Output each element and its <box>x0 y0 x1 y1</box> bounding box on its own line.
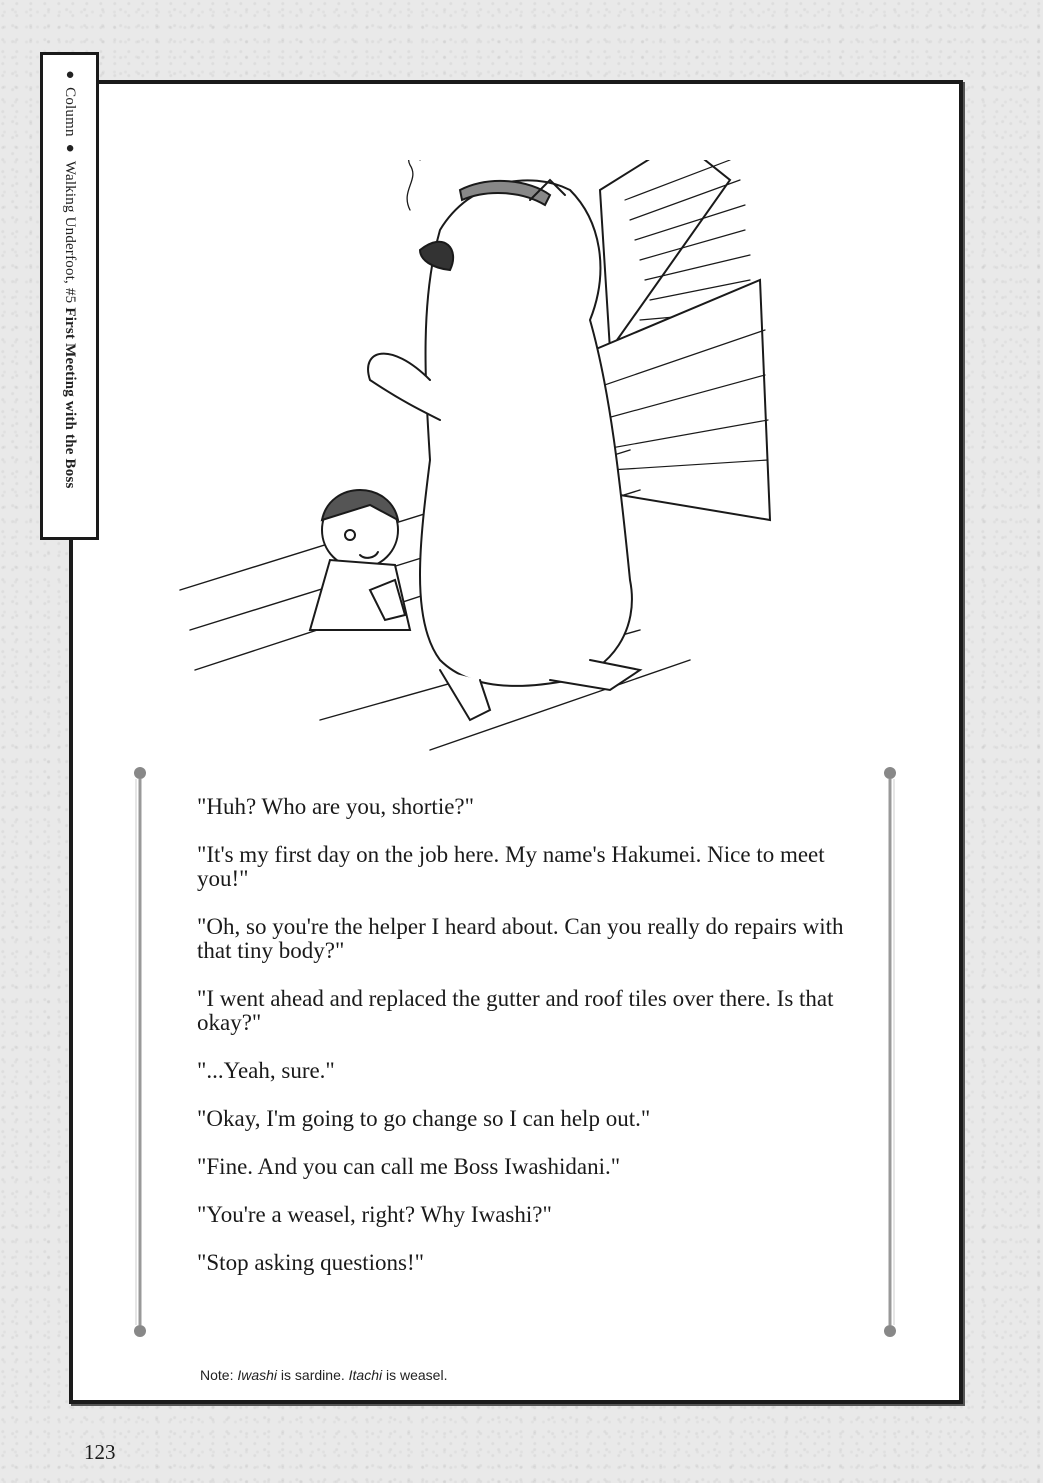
series-label: Walking Underfoot, #5 <box>62 160 78 304</box>
dialogue-line: "Huh? Who are you, shortie?" <box>197 794 475 819</box>
column-header-text <box>61 67 78 489</box>
page-number: 123 <box>84 1440 116 1464</box>
dialogue-text <box>197 795 857 1299</box>
dialogue-line: "Fine. And you can call me Boss Iwashidani." <box>197 1154 621 1179</box>
dialogue-line: "Okay, I'm going to go change so I can help out." <box>197 1106 651 1131</box>
dialogue-line: "...Yeah, sure." <box>197 1058 335 1083</box>
note-prefix: Note: <box>200 1367 238 1383</box>
translation-note <box>200 1367 447 1383</box>
left-bracket-ornament <box>130 765 150 1340</box>
note-term: Iwashi <box>237 1367 278 1383</box>
weasel-and-hakumei-illustration <box>170 160 800 760</box>
bullet-icon: ● <box>62 67 78 84</box>
dialogue-line: "It's my first day on the job here. My name's Hakumei. Nice to meet you!" <box>197 842 825 891</box>
column-header-tab <box>40 52 99 540</box>
note-term: Itachi <box>348 1367 383 1383</box>
dialogue-line: "Stop asking questions!" <box>197 1250 425 1275</box>
column-label: Column <box>62 87 78 137</box>
dialogue-line: "Oh, so you're the helper I heard about. Can you really do repairs with that tiny body?" <box>197 914 844 963</box>
dialogue-line: "You're a weasel, right? Why Iwashi?" <box>197 1202 552 1227</box>
note-definition: is weasel. <box>382 1367 448 1383</box>
right-bracket-ornament <box>880 765 900 1340</box>
column-title: First Meeting with the Boss <box>62 307 78 489</box>
note-definition: is sardine. <box>277 1367 349 1383</box>
bullet-icon: ● <box>62 140 78 157</box>
dialogue-line: "I went ahead and replaced the gutter and roof tiles over there. Is that okay?" <box>197 986 834 1035</box>
